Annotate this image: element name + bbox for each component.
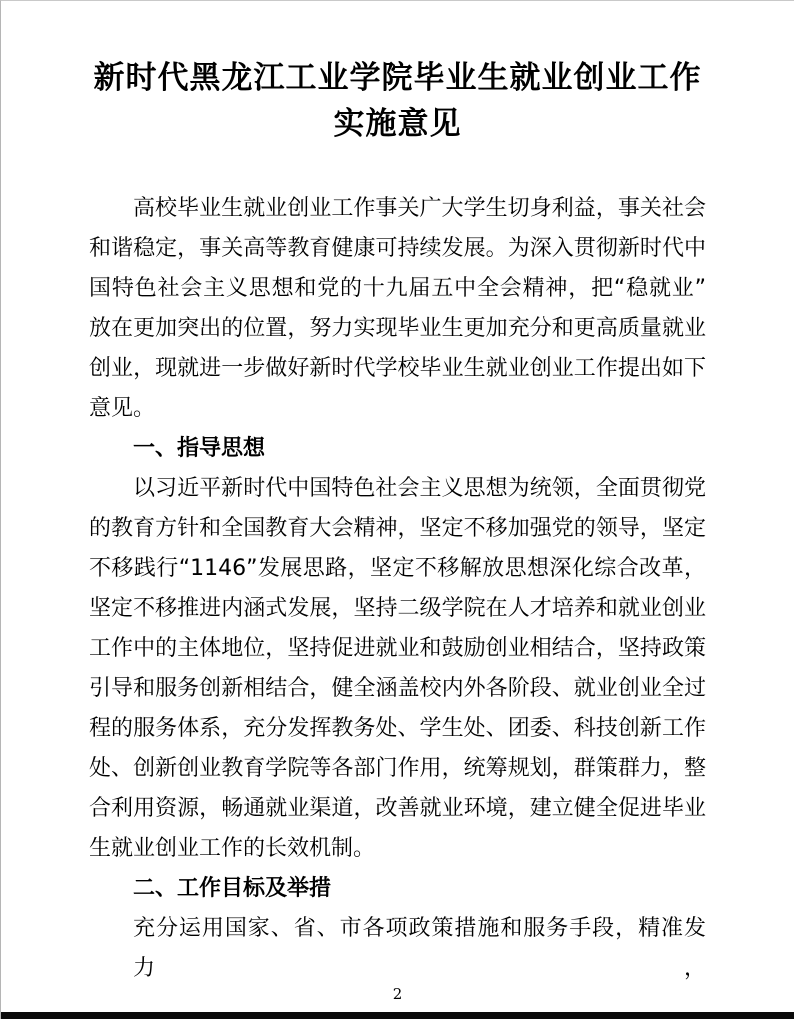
- page-number: 2: [392, 985, 403, 1003]
- paragraph-line: 放在更加突出的位置，努力实现毕业生更加充分和更高质量就业: [89, 316, 706, 341]
- paragraph-line: 创业，现就进一步做好新时代学校毕业生就业创业工作提出如下: [89, 356, 706, 381]
- paragraph-line: 充分运用国家、省、市各项政策措施和服务手段，精准发力，: [133, 916, 706, 981]
- paragraph-line: 国特色社会主义思想和党的十九届五中全会精神，把“稳就业”: [89, 276, 706, 301]
- paragraph-line: 不移践行“1146”发展思路，坚定不移解放思想深化综合改革，: [89, 556, 706, 581]
- document-body: [1, 189, 794, 981]
- paragraph-line: 的教育方针和全国教育大会精神，坚定不移加强党的领导，坚定: [89, 516, 706, 541]
- paragraph-line: 和谐稳定，事关高等教育健康可持续发展。为深入贯彻新时代中: [89, 236, 706, 261]
- paragraph-line: 生就业创业工作的长效机制。: [89, 836, 376, 861]
- document-title-line-2: 实施意见: [333, 106, 462, 142]
- paragraph-line: 处、创新创业教育学院等各部门作用，统筹规划，群策群力，整: [89, 756, 706, 781]
- paragraph-line: 意见。: [89, 396, 156, 421]
- paragraph-line: 合利用资源，畅通就业渠道，改善就业环境，建立健全促进毕业: [89, 796, 706, 821]
- section-heading-2: 二、工作目标及举措: [133, 876, 332, 901]
- paragraph-line: 坚定不移推进内涵式发展，坚持二级学院在人才培养和就业创业: [89, 596, 706, 621]
- paragraph-line: 引导和服务创新相结合，健全涵盖校内外各阶段、就业创业全过: [89, 676, 706, 701]
- paragraph-line: 工作中的主体地位，坚持促进就业和鼓励创业相结合，坚持政策: [89, 636, 706, 661]
- document-title: [1, 55, 794, 147]
- section-heading-1: 一、指导思想: [133, 436, 266, 461]
- paragraph-line: 高校毕业生就业创业工作事关广大学生切身利益，事关社会: [133, 196, 706, 221]
- page-bottom-bar: [1, 1012, 794, 1019]
- paragraph-line: 程的服务体系，充分发挥教务处、学生处、团委、科技创新工作: [89, 716, 706, 741]
- document-title-line-1: 新时代黑龙江工业学院毕业生就业创业工作: [93, 60, 702, 96]
- paragraph-line: 以习近平新时代中国特色社会主义思想为统领，全面贯彻党: [133, 476, 706, 501]
